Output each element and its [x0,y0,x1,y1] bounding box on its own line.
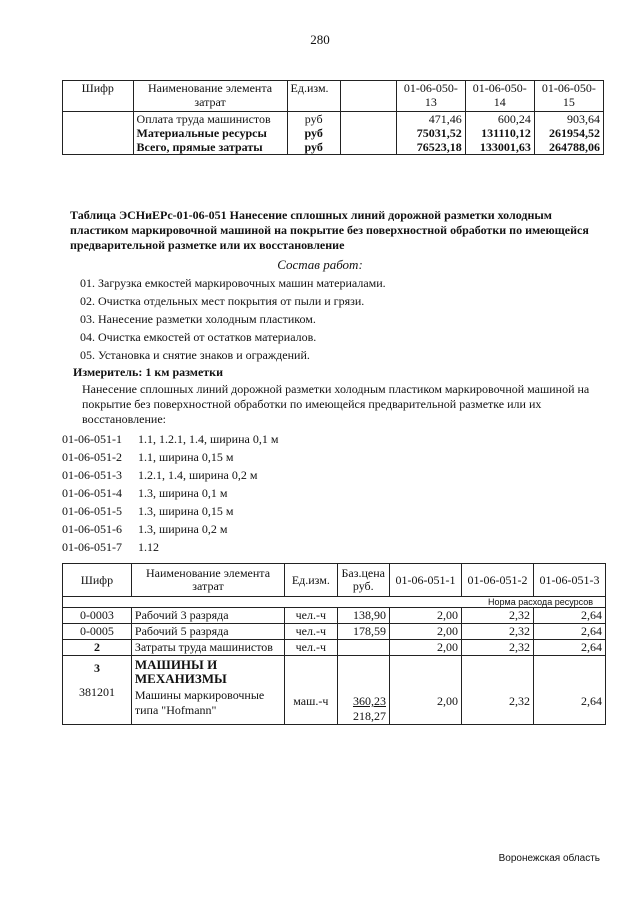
code-id: 01-06-051-3 [62,468,122,482]
code-id: 01-06-051-7 [62,540,122,554]
row-value-1: 75031,52 [397,126,466,140]
table-row [63,608,606,624]
machine-price-cell [337,656,389,725]
bottom-table-header-row [63,564,606,597]
work-item: 02. Очистка отдельных мест покрытия от пыли и грязи. [80,294,365,308]
header-unit: Ед.изм. [287,81,340,112]
code-text: 1.2.1, 1.4, ширина 0,2 м [138,468,258,482]
table-row [63,640,606,656]
machine-value-1: 2,00 [389,656,461,725]
machines-section [63,656,606,725]
row-code: 2 [63,640,132,656]
row-value-1: 76523,18 [397,140,466,155]
machine-value-2: 2,32 [461,656,533,725]
machine-name: Машины маркировочные типа "Hofmann" [134,688,265,717]
row-value-1: 2,00 [389,608,461,624]
table-title: Таблица ЭСНиЕРс-01-06-051 Нанесение сплошных линий дорожной разметки холодным пластиком маркировочной машиной на покрытие без поверхностной обработки по имеющейся предварительной разметке или их восстановление [70,208,589,252]
machines-cell-name [131,656,284,725]
row-value-3: 261954,52 [534,126,603,140]
code-id: 01-06-051-2 [62,450,122,464]
norm-label: Норма расхода ресурсов [63,597,606,608]
row-value-1: 471,46 [397,112,466,127]
header-blank [340,81,396,112]
header-base-price: Баз.цена руб. [337,564,389,597]
row-value-3: 2,64 [533,640,605,656]
page-number: 280 [310,32,330,47]
table-row [63,624,606,640]
row-unit: чел.-ч [285,640,337,656]
row-value-3: 2,64 [533,608,605,624]
row-unit: руб [287,126,340,140]
code-text: 1.1, ширина 0,15 м [138,450,234,464]
row-name: Материальные ресурсы [133,126,287,140]
code-id: 01-06-051-6 [62,522,122,536]
header-col3: 01-06-051-3 [533,564,605,597]
section-name: МАШИНЫ И МЕХАНИЗМЫ [134,657,227,686]
machine-price-bottom: 218,27 [352,709,386,723]
work-item: 05. Установка и снятие знаков и ограждений. [80,348,310,362]
row-value-3: 2,64 [533,624,605,640]
section-code: 3 [93,661,100,675]
header-name: Наименование элемента затрат [131,564,284,597]
row-price [337,640,389,656]
work-item: 03. Нанесение разметки холодным пластиком. [80,312,316,326]
code-text: 1.12 [138,540,159,554]
resource-norms-table [62,563,606,725]
header-col1: 01-06-050-13 [397,81,466,112]
row-name: Рабочий 3 разряда [131,608,284,624]
code-text: 1.3, ширина 0,1 м [138,486,228,500]
norm-row [63,597,606,608]
top-table-header-row [63,81,604,112]
header-code: Шифр [63,564,132,597]
description: Нанесение сплошных линий дорожной разметки холодным пластиком маркировочной машиной на покрытие без поверхностной обработки по имеющейся предварительной разметке или их восстановление: [82,382,590,426]
machines-cell-code [63,656,132,725]
row-value-3: 903,64 [534,112,603,127]
row-unit: чел.-ч [285,624,337,640]
code-id: 01-06-051-5 [62,504,122,518]
row-price: 138,90 [337,608,389,624]
code-line [62,486,227,501]
row-value-2: 133001,63 [465,140,534,155]
row-price: 178,59 [337,624,389,640]
table-row [63,112,604,127]
row-value-2: 2,32 [461,608,533,624]
header-col1: 01-06-051-1 [389,564,461,597]
code-line [62,540,159,555]
row-name: Рабочий 5 разряда [131,624,284,640]
row-value-3: 264788,06 [534,140,603,155]
code-text: 1.1, 1.2.1, 1.4, ширина 0,1 м [138,432,279,446]
row-code: 0-0003 [63,608,132,624]
row-name: Всего, прямые затраты [133,140,287,155]
header-unit: Ед.изм. [285,564,337,597]
code-line [62,450,233,465]
row-value-2: 2,32 [461,624,533,640]
row-unit: руб [287,112,340,127]
row-value-1: 2,00 [389,640,461,656]
work-item: 01. Загрузка емкостей маркировочных машин материалами. [80,276,386,290]
machine-code: 381201 [78,685,115,699]
machine-value-3: 2,64 [533,656,605,725]
top-cost-table [62,80,604,155]
code-line [62,432,278,447]
row-value-2: 600,24 [465,112,534,127]
row-value-2: 131110,12 [465,126,534,140]
footer-region: Воронежская область [498,853,600,864]
row-unit: руб [287,140,340,155]
code-line [62,522,227,537]
code-line [62,504,233,519]
header-col2: 01-06-050-14 [465,81,534,112]
header-code: Шифр [63,81,134,112]
header-name: Наименование элемента затрат [133,81,287,112]
composition-label: Состав работ: [277,257,363,272]
machine-price-top: 360,23 [352,694,386,708]
code-id: 01-06-051-1 [62,432,122,446]
row-code: 0-0005 [63,624,132,640]
row-name: Затраты труда машинистов [131,640,284,656]
row-value-2: 2,32 [461,640,533,656]
code-id: 01-06-051-4 [62,486,122,500]
row-name: Оплата труда машинистов [133,112,287,127]
meter-label: Измеритель: 1 км разметки [73,365,224,379]
work-item: 04. Очистка емкостей от остатков материалов. [80,330,317,344]
code-text: 1.3, ширина 0,15 м [138,504,234,518]
table-row [63,140,604,155]
code-text: 1.3, ширина 0,2 м [138,522,228,536]
row-unit: чел.-ч [285,608,337,624]
header-col3: 01-06-050-15 [534,81,603,112]
code-line [62,468,257,483]
row-value-1: 2,00 [389,624,461,640]
machine-unit: маш.-ч [285,656,337,725]
header-col2: 01-06-051-2 [461,564,533,597]
table-row [63,126,604,140]
